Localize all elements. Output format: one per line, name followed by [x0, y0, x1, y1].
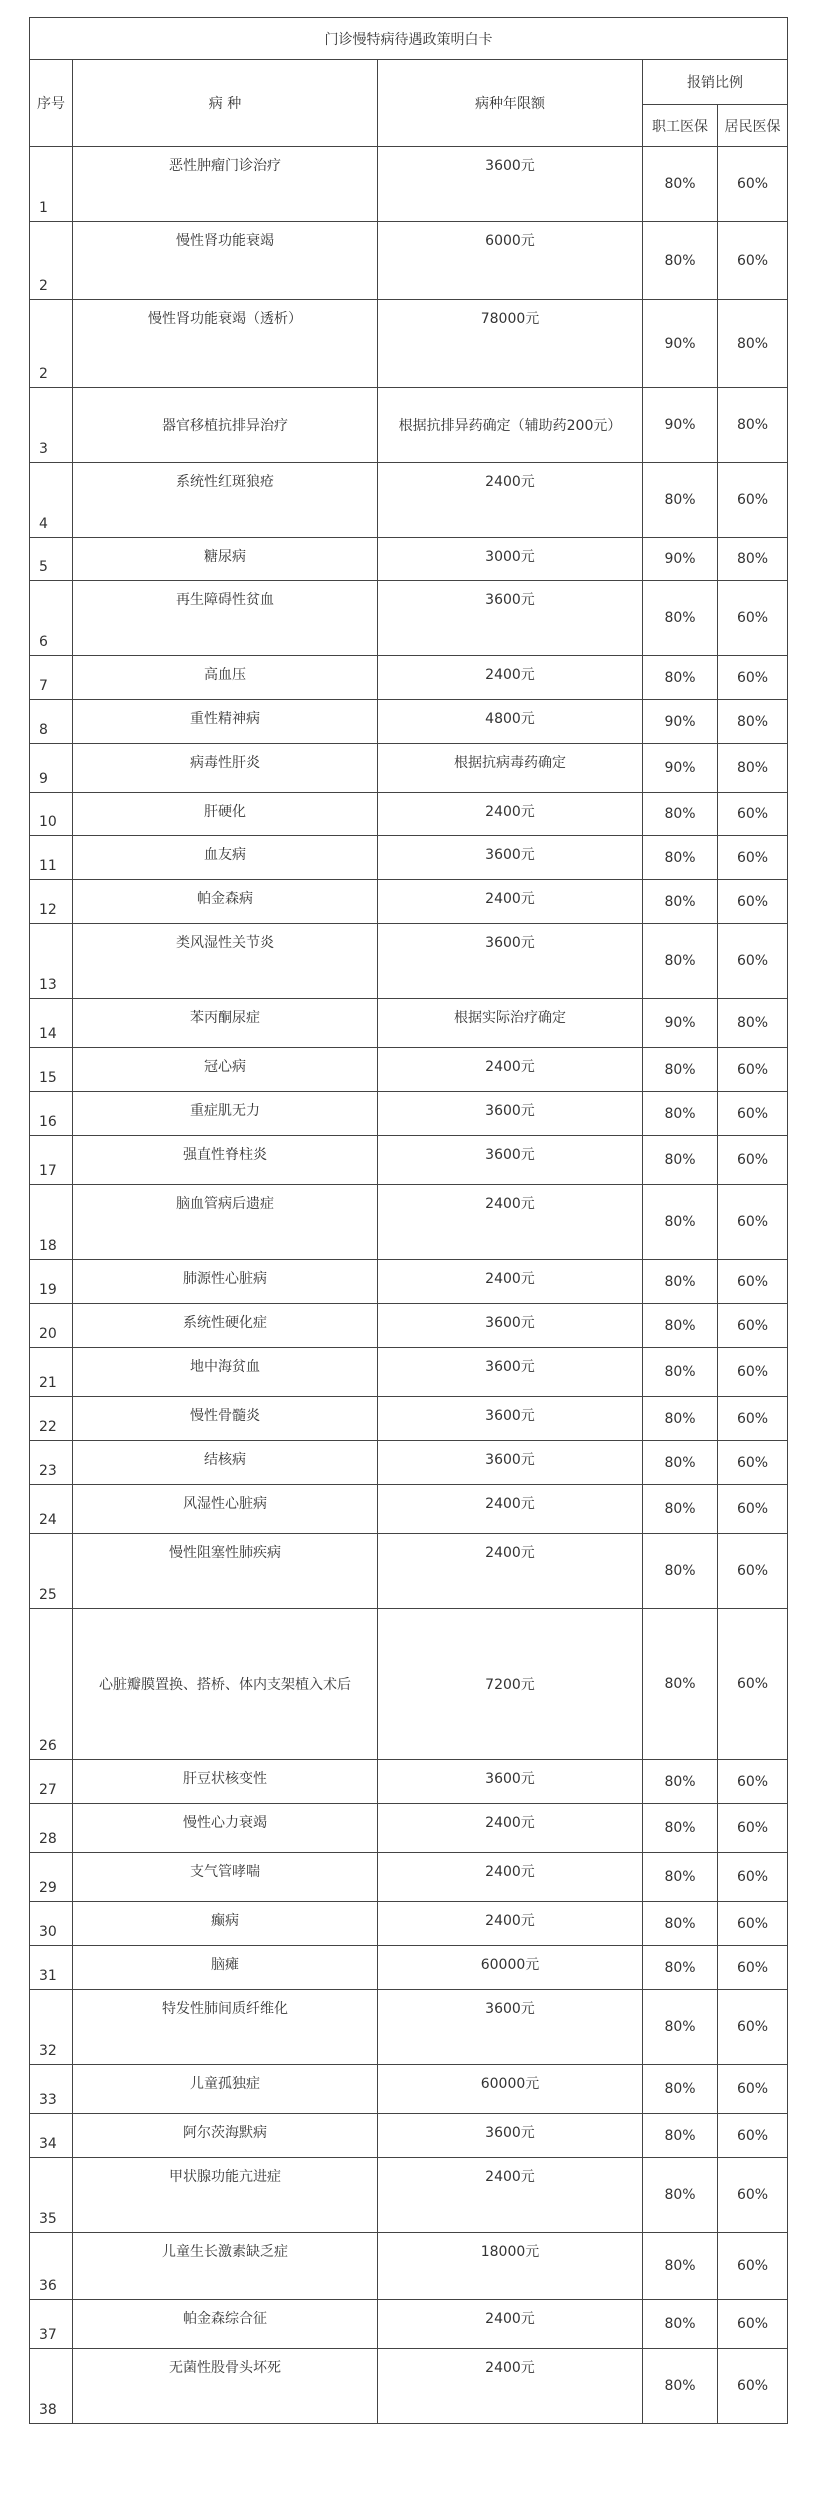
disease-name: 苯丙酮尿症 [73, 999, 378, 1048]
employee-ratio: 90% [643, 538, 718, 581]
employee-ratio: 80% [643, 1534, 718, 1609]
row-index: 28 [30, 1804, 73, 1853]
table-row [30, 744, 788, 793]
employee-ratio: 80% [643, 1760, 718, 1804]
employee-ratio: 80% [643, 2065, 718, 2114]
annual-limit: 3600元 [378, 836, 643, 880]
resident-ratio: 60% [718, 1348, 788, 1397]
employee-ratio: 80% [643, 2114, 718, 2158]
table-row [30, 1534, 788, 1609]
employee-ratio: 80% [643, 1304, 718, 1348]
resident-ratio: 60% [718, 1441, 788, 1485]
annual-limit: 2400元 [378, 880, 643, 924]
employee-ratio: 90% [643, 700, 718, 744]
disease-name: 糖尿病 [73, 538, 378, 581]
table-row [30, 1397, 788, 1441]
resident-ratio: 60% [718, 2300, 788, 2349]
table-row [30, 836, 788, 880]
employee-ratio: 80% [643, 1348, 718, 1397]
table-row [30, 2300, 788, 2349]
resident-ratio: 60% [718, 581, 788, 656]
resident-ratio: 80% [718, 300, 788, 388]
annual-limit: 3600元 [378, 1348, 643, 1397]
employee-ratio: 90% [643, 744, 718, 793]
table-row [30, 2349, 788, 2424]
annual-limit: 2400元 [378, 2158, 643, 2233]
disease-name: 类风湿性关节炎 [73, 924, 378, 999]
annual-limit: 78000元 [378, 300, 643, 388]
employee-ratio: 80% [643, 793, 718, 836]
annual-limit: 2400元 [378, 1485, 643, 1534]
table-body [30, 147, 788, 2424]
resident-ratio: 60% [718, 147, 788, 222]
resident-ratio: 60% [718, 2233, 788, 2300]
resident-ratio: 60% [718, 1260, 788, 1304]
resident-ratio: 60% [718, 2158, 788, 2233]
resident-ratio: 60% [718, 1609, 788, 1760]
annual-limit: 18000元 [378, 2233, 643, 2300]
annual-limit: 3600元 [378, 1760, 643, 1804]
row-index: 23 [30, 1441, 73, 1485]
table-row [30, 388, 788, 463]
resident-ratio: 60% [718, 1092, 788, 1136]
disease-name: 肝豆状核变性 [73, 1760, 378, 1804]
table-title: 门诊慢特病待遇政策明白卡 [30, 18, 788, 60]
row-index: 19 [30, 1260, 73, 1304]
resident-ratio: 60% [718, 1946, 788, 1990]
annual-limit: 3600元 [378, 581, 643, 656]
annual-limit: 根据抗病毒药确定 [378, 744, 643, 793]
annual-limit: 2400元 [378, 2349, 643, 2424]
resident-ratio: 60% [718, 222, 788, 300]
employee-ratio: 80% [643, 1485, 718, 1534]
row-index: 24 [30, 1485, 73, 1534]
employee-ratio: 80% [643, 581, 718, 656]
table-row [30, 793, 788, 836]
row-index: 6 [30, 581, 73, 656]
row-index: 17 [30, 1136, 73, 1185]
policy-table [29, 17, 788, 2424]
disease-name: 慢性阻塞性肺疾病 [73, 1534, 378, 1609]
employee-ratio: 80% [643, 924, 718, 999]
employee-ratio: 80% [643, 880, 718, 924]
disease-name: 甲状腺功能亢进症 [73, 2158, 378, 2233]
table-row [30, 1485, 788, 1534]
employee-ratio: 90% [643, 388, 718, 463]
annual-limit: 根据抗排异药确定（辅助药200元） [378, 388, 643, 463]
header-disease: 病 种 [73, 60, 378, 147]
annual-limit: 2400元 [378, 2300, 643, 2349]
row-index: 30 [30, 1902, 73, 1946]
resident-ratio: 60% [718, 1804, 788, 1853]
resident-ratio: 80% [718, 388, 788, 463]
annual-limit: 2400元 [378, 1260, 643, 1304]
disease-name: 重症肌无力 [73, 1092, 378, 1136]
header-ratio: 报销比例 [643, 60, 788, 105]
disease-name: 系统性红斑狼疮 [73, 463, 378, 538]
employee-ratio: 80% [643, 1048, 718, 1092]
resident-ratio: 80% [718, 538, 788, 581]
resident-ratio: 60% [718, 1853, 788, 1902]
row-index: 29 [30, 1853, 73, 1902]
resident-ratio: 60% [718, 1304, 788, 1348]
row-index: 10 [30, 793, 73, 836]
table-row [30, 2065, 788, 2114]
table-row [30, 924, 788, 999]
row-index: 12 [30, 880, 73, 924]
employee-ratio: 80% [643, 2158, 718, 2233]
disease-name: 系统性硬化症 [73, 1304, 378, 1348]
employee-ratio: 90% [643, 999, 718, 1048]
annual-limit: 2400元 [378, 656, 643, 700]
table-row [30, 2158, 788, 2233]
disease-name: 支气管哮喘 [73, 1853, 378, 1902]
annual-limit: 3600元 [378, 924, 643, 999]
disease-name: 特发性肺间质纤维化 [73, 1990, 378, 2065]
annual-limit: 3600元 [378, 1092, 643, 1136]
resident-ratio: 60% [718, 1185, 788, 1260]
employee-ratio: 80% [643, 222, 718, 300]
row-index: 18 [30, 1185, 73, 1260]
table-row [30, 1441, 788, 1485]
employee-ratio: 80% [643, 1902, 718, 1946]
table-row [30, 147, 788, 222]
disease-name: 恶性肿瘤门诊治疗 [73, 147, 378, 222]
row-index: 5 [30, 538, 73, 581]
annual-limit: 3600元 [378, 1441, 643, 1485]
resident-ratio: 60% [718, 1397, 788, 1441]
disease-name: 慢性心力衰竭 [73, 1804, 378, 1853]
disease-name: 血友病 [73, 836, 378, 880]
employee-ratio: 80% [643, 1136, 718, 1185]
resident-ratio: 60% [718, 880, 788, 924]
row-index: 27 [30, 1760, 73, 1804]
row-index: 13 [30, 924, 73, 999]
table-row [30, 538, 788, 581]
resident-ratio: 60% [718, 656, 788, 700]
annual-limit: 根据实际治疗确定 [378, 999, 643, 1048]
row-index: 4 [30, 463, 73, 538]
annual-limit: 60000元 [378, 2065, 643, 2114]
table-row [30, 1092, 788, 1136]
disease-name: 慢性肾功能衰竭（透析） [73, 300, 378, 388]
annual-limit: 3600元 [378, 1990, 643, 2065]
table-row [30, 581, 788, 656]
annual-limit: 3000元 [378, 538, 643, 581]
table-row [30, 1946, 788, 1990]
row-index: 36 [30, 2233, 73, 2300]
row-index: 22 [30, 1397, 73, 1441]
disease-name: 慢性肾功能衰竭 [73, 222, 378, 300]
row-index: 2 [30, 222, 73, 300]
row-index: 1 [30, 147, 73, 222]
employee-ratio: 90% [643, 300, 718, 388]
table-row [30, 1804, 788, 1853]
row-index: 32 [30, 1990, 73, 2065]
resident-ratio: 60% [718, 1902, 788, 1946]
table-row [30, 1990, 788, 2065]
resident-ratio: 80% [718, 744, 788, 793]
row-index: 26 [30, 1609, 73, 1760]
row-index: 16 [30, 1092, 73, 1136]
employee-ratio: 80% [643, 1804, 718, 1853]
row-index: 33 [30, 2065, 73, 2114]
row-index: 34 [30, 2114, 73, 2158]
disease-name: 阿尔茨海默病 [73, 2114, 378, 2158]
resident-ratio: 60% [718, 2349, 788, 2424]
row-index: 11 [30, 836, 73, 880]
table-row [30, 1760, 788, 1804]
table-row [30, 2114, 788, 2158]
row-index: 7 [30, 656, 73, 700]
row-index: 9 [30, 744, 73, 793]
resident-ratio: 60% [718, 463, 788, 538]
table-row [30, 2233, 788, 2300]
disease-name: 病毒性肝炎 [73, 744, 378, 793]
row-index: 8 [30, 700, 73, 744]
resident-ratio: 60% [718, 1485, 788, 1534]
disease-name: 肝硬化 [73, 793, 378, 836]
header-resident: 居民医保 [718, 105, 788, 147]
disease-name: 肺源性心脏病 [73, 1260, 378, 1304]
disease-name: 脑血管病后遗症 [73, 1185, 378, 1260]
annual-limit: 2400元 [378, 1853, 643, 1902]
employee-ratio: 80% [643, 1946, 718, 1990]
employee-ratio: 80% [643, 1441, 718, 1485]
resident-ratio: 60% [718, 793, 788, 836]
annual-limit: 2400元 [378, 1048, 643, 1092]
table-row [30, 656, 788, 700]
table-row [30, 300, 788, 388]
row-index: 2 [30, 300, 73, 388]
employee-ratio: 80% [643, 836, 718, 880]
disease-name: 癫病 [73, 1902, 378, 1946]
resident-ratio: 80% [718, 700, 788, 744]
annual-limit: 4800元 [378, 700, 643, 744]
employee-ratio: 80% [643, 2300, 718, 2349]
row-index: 31 [30, 1946, 73, 1990]
disease-name: 无菌性股骨头坏死 [73, 2349, 378, 2424]
row-index: 25 [30, 1534, 73, 1609]
table-row [30, 1185, 788, 1260]
annual-limit: 2400元 [378, 1185, 643, 1260]
resident-ratio: 60% [718, 1760, 788, 1804]
resident-ratio: 60% [718, 924, 788, 999]
table-row [30, 1048, 788, 1092]
header-limit: 病种年限额 [378, 60, 643, 147]
table-row [30, 1260, 788, 1304]
disease-name: 器官移植抗排异治疗 [73, 388, 378, 463]
employee-ratio: 80% [643, 1260, 718, 1304]
table-row [30, 1136, 788, 1185]
table-row [30, 463, 788, 538]
resident-ratio: 60% [718, 836, 788, 880]
table-row [30, 880, 788, 924]
table-row [30, 1853, 788, 1902]
header-employee: 职工医保 [643, 105, 718, 147]
resident-ratio: 80% [718, 999, 788, 1048]
table-row [30, 1348, 788, 1397]
table-row [30, 1304, 788, 1348]
disease-name: 脑瘫 [73, 1946, 378, 1990]
disease-name: 强直性脊柱炎 [73, 1136, 378, 1185]
row-index: 15 [30, 1048, 73, 1092]
annual-limit: 6000元 [378, 222, 643, 300]
disease-name: 冠心病 [73, 1048, 378, 1092]
disease-name: 慢性骨髓炎 [73, 1397, 378, 1441]
disease-name: 风湿性心脏病 [73, 1485, 378, 1534]
row-index: 35 [30, 2158, 73, 2233]
resident-ratio: 60% [718, 1534, 788, 1609]
annual-limit: 2400元 [378, 1534, 643, 1609]
disease-name: 帕金森综合征 [73, 2300, 378, 2349]
employee-ratio: 80% [643, 147, 718, 222]
resident-ratio: 60% [718, 2065, 788, 2114]
employee-ratio: 80% [643, 1609, 718, 1760]
table-row [30, 999, 788, 1048]
resident-ratio: 60% [718, 1048, 788, 1092]
employee-ratio: 80% [643, 2233, 718, 2300]
annual-limit: 2400元 [378, 463, 643, 538]
disease-name: 儿童孤独症 [73, 2065, 378, 2114]
employee-ratio: 80% [643, 1092, 718, 1136]
annual-limit: 3600元 [378, 1136, 643, 1185]
annual-limit: 3600元 [378, 2114, 643, 2158]
annual-limit: 3600元 [378, 1397, 643, 1441]
table-row [30, 222, 788, 300]
disease-name: 重性精神病 [73, 700, 378, 744]
resident-ratio: 60% [718, 1136, 788, 1185]
row-index: 3 [30, 388, 73, 463]
annual-limit: 2400元 [378, 793, 643, 836]
row-index: 37 [30, 2300, 73, 2349]
row-index: 14 [30, 999, 73, 1048]
employee-ratio: 80% [643, 1990, 718, 2065]
employee-ratio: 80% [643, 656, 718, 700]
annual-limit: 3600元 [378, 147, 643, 222]
resident-ratio: 60% [718, 1990, 788, 2065]
employee-ratio: 80% [643, 1185, 718, 1260]
employee-ratio: 80% [643, 463, 718, 538]
disease-name: 结核病 [73, 1441, 378, 1485]
header-index: 序号 [30, 60, 73, 147]
annual-limit: 2400元 [378, 1804, 643, 1853]
disease-name: 儿童生长激素缺乏症 [73, 2233, 378, 2300]
resident-ratio: 60% [718, 2114, 788, 2158]
row-index: 38 [30, 2349, 73, 2424]
table-row [30, 700, 788, 744]
disease-name: 再生障碍性贫血 [73, 581, 378, 656]
row-index: 21 [30, 1348, 73, 1397]
disease-name: 帕金森病 [73, 880, 378, 924]
disease-name: 地中海贫血 [73, 1348, 378, 1397]
row-index: 20 [30, 1304, 73, 1348]
employee-ratio: 80% [643, 2349, 718, 2424]
annual-limit: 2400元 [378, 1902, 643, 1946]
annual-limit: 3600元 [378, 1304, 643, 1348]
table-row [30, 1902, 788, 1946]
annual-limit: 60000元 [378, 1946, 643, 1990]
table-row [30, 1609, 788, 1760]
employee-ratio: 80% [643, 1853, 718, 1902]
employee-ratio: 80% [643, 1397, 718, 1441]
annual-limit: 7200元 [378, 1609, 643, 1760]
disease-name: 心脏瓣膜置换、搭桥、体内支架植入术后 [73, 1609, 378, 1760]
disease-name: 高血压 [73, 656, 378, 700]
